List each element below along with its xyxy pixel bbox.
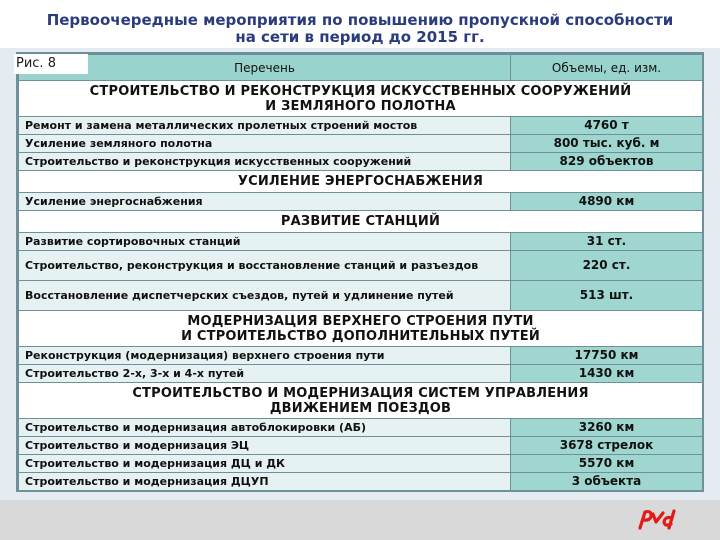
table-row [19, 117, 703, 135]
section-title [19, 211, 703, 233]
table-row [19, 455, 703, 473]
table-row [19, 153, 703, 171]
section-title-line-2: И СТРОИТЕЛЬСТВО ДОПОЛНИТЕЛЬНЫХ ПУТЕЙ [181, 328, 540, 344]
page-title [0, 12, 720, 46]
table-row [19, 419, 703, 437]
row-value: 800 тыс. куб. м [511, 135, 703, 153]
section-title [19, 311, 703, 347]
table-row [19, 193, 703, 211]
row-name: Строительство и реконструкция искусственных сооружений [19, 153, 511, 171]
section-title-line-1: СТРОИТЕЛЬСТВО И МОДЕРНИЗАЦИЯ СИСТЕМ УПРАВЛЕНИЯ [132, 385, 589, 401]
row-name: Строительство 2-х, 3-х и 4-х путей [19, 365, 511, 383]
title-line-2: на сети в период до 2015 гг. [235, 28, 485, 46]
measures-table-frame [16, 52, 704, 492]
section-title-line-1: УСИЛЕНИЕ ЭНЕРГОСНАБЖЕНИЯ [237, 174, 484, 189]
title-line-1: Первоочередные мероприятия по повышению пропускной способности [46, 11, 674, 29]
section-row [19, 211, 703, 233]
row-value: 3 объекта [511, 473, 703, 491]
row-name: Развитие сортировочных станций [19, 233, 511, 251]
row-value: 3678 стрелок [511, 437, 703, 455]
section-title-line-1: РАЗВИТИЕ СТАНЦИЙ [280, 214, 441, 229]
footer-bar [0, 500, 720, 540]
row-value: 31 ст. [511, 233, 703, 251]
header [0, 0, 720, 50]
row-name: Строительство, реконструкция и восстановление станций и разъездов [19, 251, 511, 281]
measures-table [18, 54, 703, 491]
rzd-logo-icon [636, 506, 682, 532]
section-row [19, 171, 703, 193]
column-header-value: Объемы, ед. изм. [511, 55, 703, 81]
table-row [19, 437, 703, 455]
section-title [19, 383, 703, 419]
row-name: Реконструкция (модернизация) верхнего строения пути [19, 347, 511, 365]
section-row [19, 311, 703, 347]
section-title-line-1: МОДЕРНИЗАЦИЯ ВЕРХНЕГО СТРОЕНИЯ ПУТИ [187, 313, 534, 329]
section-title [19, 81, 703, 117]
table-row [19, 365, 703, 383]
row-value: 1430 км [511, 365, 703, 383]
section-title [19, 171, 703, 193]
table-row [19, 347, 703, 365]
figure-label: Рис. 8 [14, 54, 88, 74]
section-row [19, 81, 703, 117]
row-name: Строительство и модернизация ДЦ и ДК [19, 455, 511, 473]
section-title-line-2: ДВИЖЕНИЕМ ПОЕЗДОВ [269, 400, 452, 416]
row-value: 829 объектов [511, 153, 703, 171]
table-row [19, 251, 703, 281]
row-name: Восстановление диспетчерских съездов, путей и удлинение путей [19, 281, 511, 311]
row-value: 3260 км [511, 419, 703, 437]
row-value: 4760 т [511, 117, 703, 135]
row-name: Строительство и модернизация ЭЦ [19, 437, 511, 455]
row-name: Ремонт и замена металлических пролетных строений мостов [19, 117, 511, 135]
table-row [19, 473, 703, 491]
row-value: 17750 км [511, 347, 703, 365]
section-title-line-1: СТРОИТЕЛЬСТВО И РЕКОНСТРУКЦИЯ ИСКУССТВЕННЫХ СООРУЖЕНИЙ [89, 83, 632, 99]
row-name: Усиление земляного полотна [19, 135, 511, 153]
row-value: 4890 км [511, 193, 703, 211]
row-value: 513 шт. [511, 281, 703, 311]
row-name: Усиление энергоснабжения [19, 193, 511, 211]
table-header-row [19, 55, 703, 81]
row-value: 5570 км [511, 455, 703, 473]
row-name: Строительство и модернизация автоблокировки (АБ) [19, 419, 511, 437]
column-header-item: Перечень [19, 55, 511, 81]
row-name: Строительство и модернизация ДЦУП [19, 473, 511, 491]
section-row [19, 383, 703, 419]
table-row [19, 135, 703, 153]
section-title-line-2: И ЗЕМЛЯНОГО ПОЛОТНА [265, 98, 456, 114]
table-row [19, 281, 703, 311]
row-value: 220 ст. [511, 251, 703, 281]
table-row [19, 233, 703, 251]
